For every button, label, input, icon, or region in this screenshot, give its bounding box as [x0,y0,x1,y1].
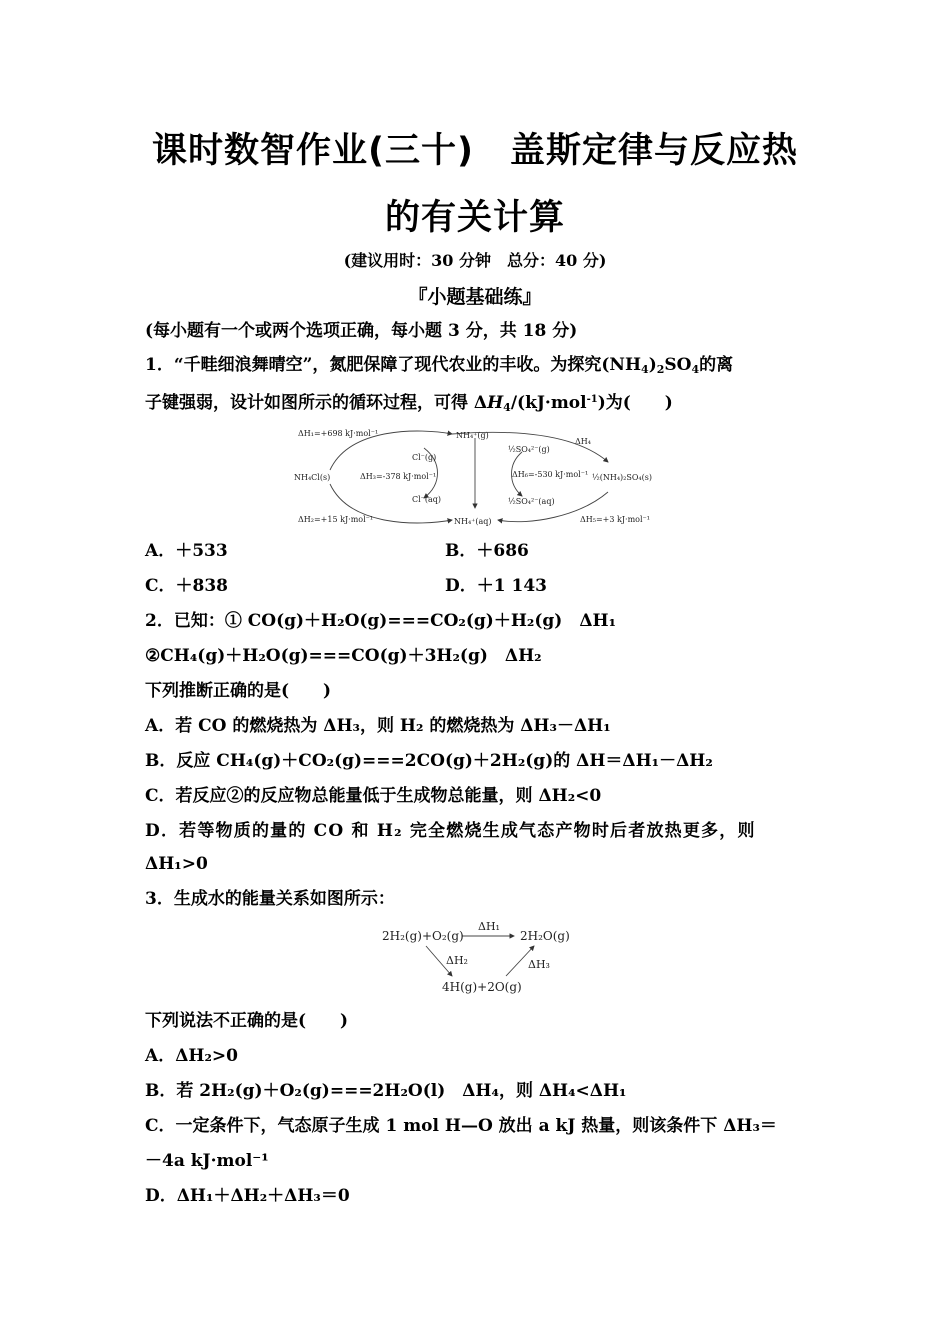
q3-option-c-line-1: C．一定条件下，气态原子生成 1 mol H—O 放出 a kJ 热量，则该条件下 ΔH₃＝ [145,1116,777,1136]
q1-dh6-label: ΔH₆=-530 kJ·mol⁻¹ [512,470,589,479]
q2-option-b: B．反应 CH₄(g)＋CO₂(g)===2CO(g)＋2H₂(g)的 ΔH＝ΔH₁－ΔH₂ [145,751,713,771]
title-line-2: 的有关计算 [384,198,565,238]
q2-option-c: C．若反应②的反应物总能量低于生成物总能量，则 ΔH₂<0 [145,786,602,806]
q3-stem-line-1: 3．生成水的能量关系如图所示： [145,889,395,909]
q3-energy-diagram [378,916,578,998]
q1-option-d: D．＋1 143 [445,576,547,596]
instruction: (每小题有一个或两个选项正确，每小题 3 分，共 18 分) [145,321,578,341]
q3-option-b: B．若 2H₂(g)＋O₂(g)===2H₂O(l) ΔH₄，则 ΔH₄<ΔH₁ [145,1081,627,1101]
q1-dh3-label: ΔH₃=-378 kJ·mol⁻¹ [360,472,437,481]
q3-atoms: 4H(g)+2O(g) [442,980,522,994]
q1-stem-line-2: 子键强弱，设计如图所示的循环过程，可得 $\Delta H_4/(kJ\cdot mol^{-1})$为( ) [145,393,673,414]
q1-so4-aq: ½SO₄²⁻(aq) [508,497,555,506]
q1-option-b: B．＋686 [445,541,529,561]
time-score-note: (建议用时：30 分钟 总分：40 分) [343,251,607,270]
q1-cycle-diagram [290,422,665,532]
title-line-1: 课时数智作业(三十) 盖斯定律与反应热 [152,131,798,171]
q1-option-c: C．＋838 [145,576,229,596]
q3-reactants: 2H₂(g)+O₂(g) [382,929,464,943]
q1-dh4-label: ΔH₄ [575,437,591,446]
q3-dh1-label: ΔH₁ [478,920,500,933]
q1-option-a: A．＋533 [145,541,228,561]
q1-nh4-aq: NH₄⁺(aq) [454,517,492,526]
q1-stem-line-1: 1．“千畦细浪舞晴空”，氮肥保障了现代农业的丰收。为探究$(NH_4)_2SO_4$的离 [145,355,734,376]
q2-option-d-line-1: D．若等物质的量的 CO 和 H₂ 完全燃烧生成气态产物时后者放热更多，则 [145,821,756,841]
q3-option-d: D．ΔH₁＋ΔH₂＋ΔH₃＝0 [145,1186,350,1206]
q2-option-d-line-2: ΔH₁>0 [145,854,208,874]
q1-dh5-label: ΔH₅=+3 kJ·mol⁻¹ [580,515,650,524]
q3-option-a: A．ΔH₂>0 [145,1046,238,1066]
q1-dh2-label: ΔH₂=+15 kJ·mol⁻¹ [298,515,374,524]
q1-nh42so4: ½(NH₄)₂SO₄(s) [592,473,652,482]
q3-products: 2H₂O(g) [520,929,570,943]
q1-nh4cl: NH₄Cl(s) [294,473,331,482]
q1-cl-gas: Cl⁻(g) [412,453,437,462]
q1-dh1-label: ΔH₁=+698 kJ·mol⁻¹ [298,429,379,438]
q3-option-c-line-2: －4a kJ·mol⁻¹ [145,1151,269,1171]
q1-cl-aq: Cl⁻(aq) [412,495,442,504]
q3-stem-line-2: 下列说法不正确的是( ) [145,1011,349,1031]
q1-so4-gas: ½SO₄²⁻(g) [508,445,550,454]
q2-stem-line-2: ②CH₄(g)＋H₂O(g)===CO(g)＋3H₂(g) ΔH₂ [145,646,542,666]
q2-stem-line-3: 下列推断正确的是( ) [145,681,332,701]
q3-dh2-label: ΔH₂ [446,954,468,967]
section-heading: 『小题基础练』 [408,286,542,308]
q3-dh3-label: ΔH₃ [528,958,550,971]
q2-stem-line-1: 2．已知：① CO(g)＋H₂O(g)===CO₂(g)＋H₂(g) ΔH₁ [145,611,617,631]
q2-option-a: A．若 CO 的燃烧热为 ΔH₃，则 H₂ 的燃烧热为 ΔH₃－ΔH₁ [145,716,611,736]
q1-nh4-gas: NH₄⁺(g) [456,431,489,440]
